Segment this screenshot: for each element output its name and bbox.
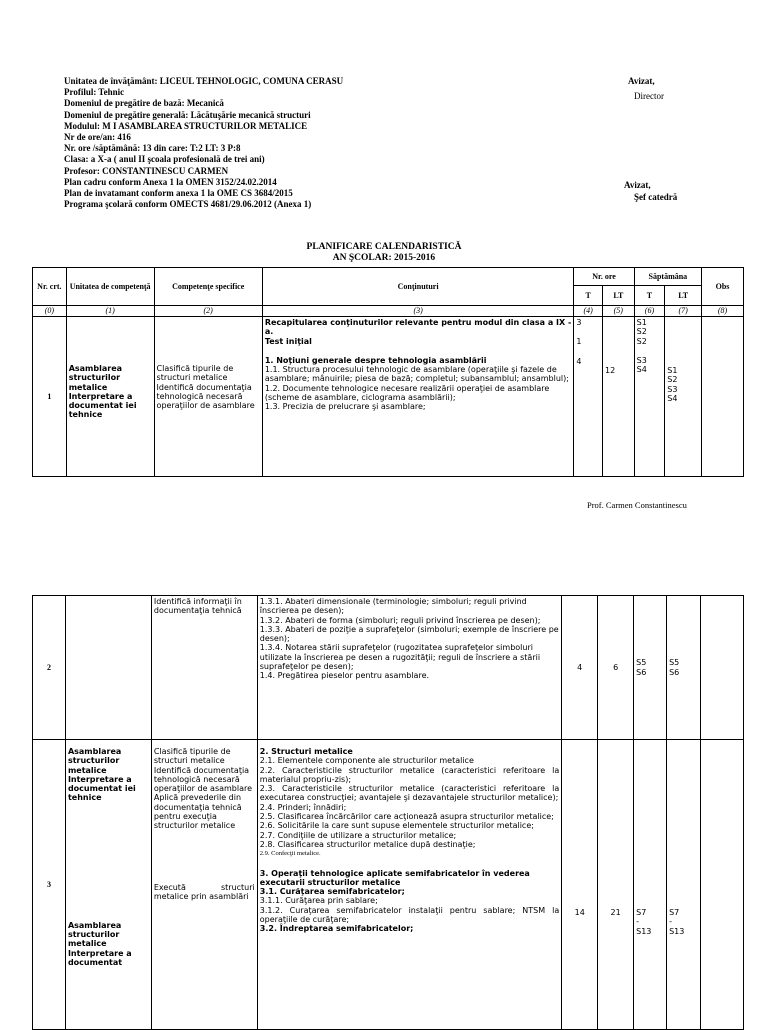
col-index: (1) [66, 306, 154, 317]
planning-table-page1 [32, 267, 744, 477]
header-unitatea: Unitatea de competenţă [66, 268, 154, 306]
competente-text: Execută structuri metalice prin asamblări [153, 882, 255, 901]
teacher-signature: Prof. Carmen Constantinescu [587, 500, 687, 510]
table-row [33, 596, 744, 740]
hours-value: 4 [576, 356, 582, 366]
col-index: (4) [574, 306, 603, 317]
hours-lt-cell: 21 [598, 740, 634, 1030]
obs-cell [702, 317, 744, 477]
continuturi-cell [257, 740, 561, 1030]
header-competente: Competenţe specifice [154, 268, 262, 306]
header-lt: LT [602, 286, 634, 306]
week-value: S3 S4 [636, 355, 647, 375]
week-t-cell: S7 - S13 [634, 740, 667, 1030]
week-lt-cell: S1 S2 S3 S4 [665, 317, 702, 477]
hours-t-cell: 14 [562, 740, 598, 1030]
row-number: 1 [33, 317, 67, 477]
col-index: (0) [33, 306, 67, 317]
unitatea-cell: Asamblarea structurilor metalice Interpretare a documentat iei tehnice [66, 317, 154, 477]
header-line: Clasa: a X-a ( anul II şcoala profesională de trei ani) [64, 154, 265, 165]
continuturi-cell [262, 317, 574, 477]
header-nr-ore: Nr. ore [574, 268, 634, 286]
header-t: T [574, 286, 603, 306]
section-content: 3.1.1. Curăţarea prin sablare; 3.1.2. Curaţarea semifabricatelor instalaţii pentru sablare; NTSM la operaţiile de curăţare; [259, 896, 560, 925]
competente-text: Clasifică tipurile de structuri metalice Identifică documentaţia tehnologică necesară operaţiilor de asamblare Aplică prevederile din documentaţia tehnică pentru execuţia structurilor metalice [153, 747, 253, 831]
col-index: (7) [665, 306, 702, 317]
hours-t-cell: 4 [562, 596, 598, 740]
header-t-week: T [634, 286, 665, 306]
unitatea-cell [65, 740, 151, 1030]
header-line: Domeniul de pregătire generală: Lăcătuşărie mecanică structuri [64, 109, 311, 120]
header-line: Profilul: Tehnic [64, 87, 125, 98]
header-line: Unitatea de învăţământ: LICEUL TEHNOLOGIC, COMUNA CERASU [64, 76, 344, 86]
header-line: Plan de invatamant conform anexa 1 la OME CS 3684/2015 [64, 188, 293, 199]
header-line: Domeniul de pregătire de bază: Mecanică [64, 98, 224, 109]
col-index: (2) [154, 306, 262, 317]
document-title: PLANIFICARE CALENDARISTICĂ [306, 242, 462, 252]
section-title: 2. Structuri metalice [259, 747, 353, 756]
test-initial: Test iniţial [264, 336, 312, 346]
hours-t-cell [574, 317, 603, 477]
table-row [33, 740, 744, 1030]
obs-cell [701, 596, 744, 740]
hours-lt-cell: 6 [598, 596, 634, 740]
week-lt-cell: S5 S6 [667, 596, 701, 740]
header-continuturi: Conţinuturi [262, 268, 574, 306]
col-index: (5) [602, 306, 634, 317]
competente-cell: Identifică informaţii în documentaţia tehnică [151, 596, 257, 740]
avizat-director-label: Avizat, [628, 76, 655, 86]
header-obs: Obs [702, 268, 744, 306]
header-saptamana: Săptămâna [634, 268, 701, 286]
subsection-title: 3.2. Îndreptarea semifabricatelor; [259, 924, 414, 934]
header-line: Profesor: CONSTANTINESCU CARMEN [64, 165, 229, 176]
hours-lt-cell: 12 [602, 317, 634, 477]
unitatea-text: Asamblarea structurilor metalice Interpretare a documentat [67, 920, 132, 967]
section-content: 1.1. Structura procesului tehnologic de asamblare (operaţiile şi fazele de asamblare; mânuirile; piesa de bază; completul; subansamblul; ansamblul); 1.2. Documente tehnologice necesare realizării operaţiei de asamblare (scheme de asamblare, ciclograma asamblării); 1.3. Precizia de prelucrare şi asamblare; [264, 365, 569, 412]
week-t-cell: S5 S6 [634, 596, 667, 740]
unitatea-cell [65, 596, 151, 740]
competente-cell [151, 740, 257, 1030]
header-nr-crt: Nr. crt. [33, 268, 67, 306]
row-number: 2 [33, 596, 66, 740]
row-number: 3 [33, 740, 66, 1030]
planning-table-page2 [32, 595, 744, 1030]
obs-cell [701, 740, 744, 1030]
week-t-cell [634, 317, 665, 477]
continuturi-cell: 1.3.1. Abateri dimensionale (terminologie; simboluri; reguli privind înscrierea pe desen); 1.3.2. Abateri de forma (simboluri; reguli privind înscrierea pe desen); 1.3.3. Abateri de poziţie a suprafeţelor (simboluri; exemple de înscriere pe desen); 1.3.4. Notarea stării suprafeţelor (rugozitatea suprafeţelor simboluri utilizate la înscrierea pe desen a rugozităţii; reguli de înscriere a stării suprafeţelor pe desen); 1.4. Pregătirea pieselor pentru asamblare. [257, 596, 561, 740]
header-line: Nr. ore /săptămână: 13 din care: T:2 LT: 3 P:8 [64, 143, 241, 154]
header-line: Programa şcolară conform OMECTS 4681/29.06.2012 (Anexa 1) [64, 199, 312, 210]
section-title: 3. Operaţii tehnologice aplicate semifabricatelor în vederea executarii structurilor metalice [259, 868, 530, 887]
col-index: (3) [262, 306, 574, 317]
col-index: (8) [702, 306, 744, 317]
unitatea-text: Asamblarea structurilor metalice Interpretare a documentat iei tehnice [67, 747, 136, 803]
school-year: AN ŞCOLAR: 2015-2016 [332, 253, 436, 263]
week-lt-cell: S7 - S13 [667, 740, 701, 1030]
header-info [64, 76, 484, 210]
subsection-title: 3.1. Curăţarea semifabricatelor; [259, 887, 405, 897]
col-index: (6) [634, 306, 665, 317]
header-line: Nr de ore/an: 416 [64, 132, 131, 143]
avizat-sef-label: Avizat, [624, 180, 651, 190]
section-title: 1. Noţiuni generale despre tehnologia asamblării [264, 355, 487, 365]
recap-text: Recapitularea conţinuturilor relevante pentru modul din clasa a IX -a. [264, 318, 572, 337]
header-lt-week: LT [665, 286, 702, 306]
hours-value: 3 [576, 318, 582, 327]
week-value: S1 S2 [636, 318, 647, 337]
week-value: S2 [636, 336, 647, 346]
header-line: Modulul: M I ASAMBLAREA STRUCTURILOR METALICE [64, 120, 308, 131]
section-content-small: 2.9. Confecţii metalice. [259, 850, 321, 858]
sef-catedra-label: Şef catedră [634, 192, 678, 202]
director-label: Director [634, 91, 664, 101]
competente-cell: Clasifică tipurile de structuri metalice Identifică documentaţia tehnologică necesară operaţiilor de asamblare [154, 317, 262, 477]
section-content: 2.1. Elementele componente ale structurilor metalice 2.2. Caracteristicile structurilor metalice (caracteristici referitoare la materialul propriu-zis); 2.3. Caracteristicile structurilor metalice (caracteristici referitoare la executarea construcţiei; avantajele şi dezavantajele structurilor metalice); 2.4. Prinderi; înnădiri; 2.5. Clasificarea încărcărilor care acţionează asupra structurilor metalice; 2.6. Solicitările la care sunt supuse elementele structurilor metalice; 2.7. Condiţiile de utilizare a structurilor metalice; 2.8. Clasificarea structurilor metalice după destinaţie; [259, 756, 560, 849]
table-row [33, 317, 744, 477]
header-line: Plan cadru conform Anexa 1 la OMEN 3152/24.02.2014 [64, 176, 277, 187]
hours-value: 1 [576, 337, 582, 347]
